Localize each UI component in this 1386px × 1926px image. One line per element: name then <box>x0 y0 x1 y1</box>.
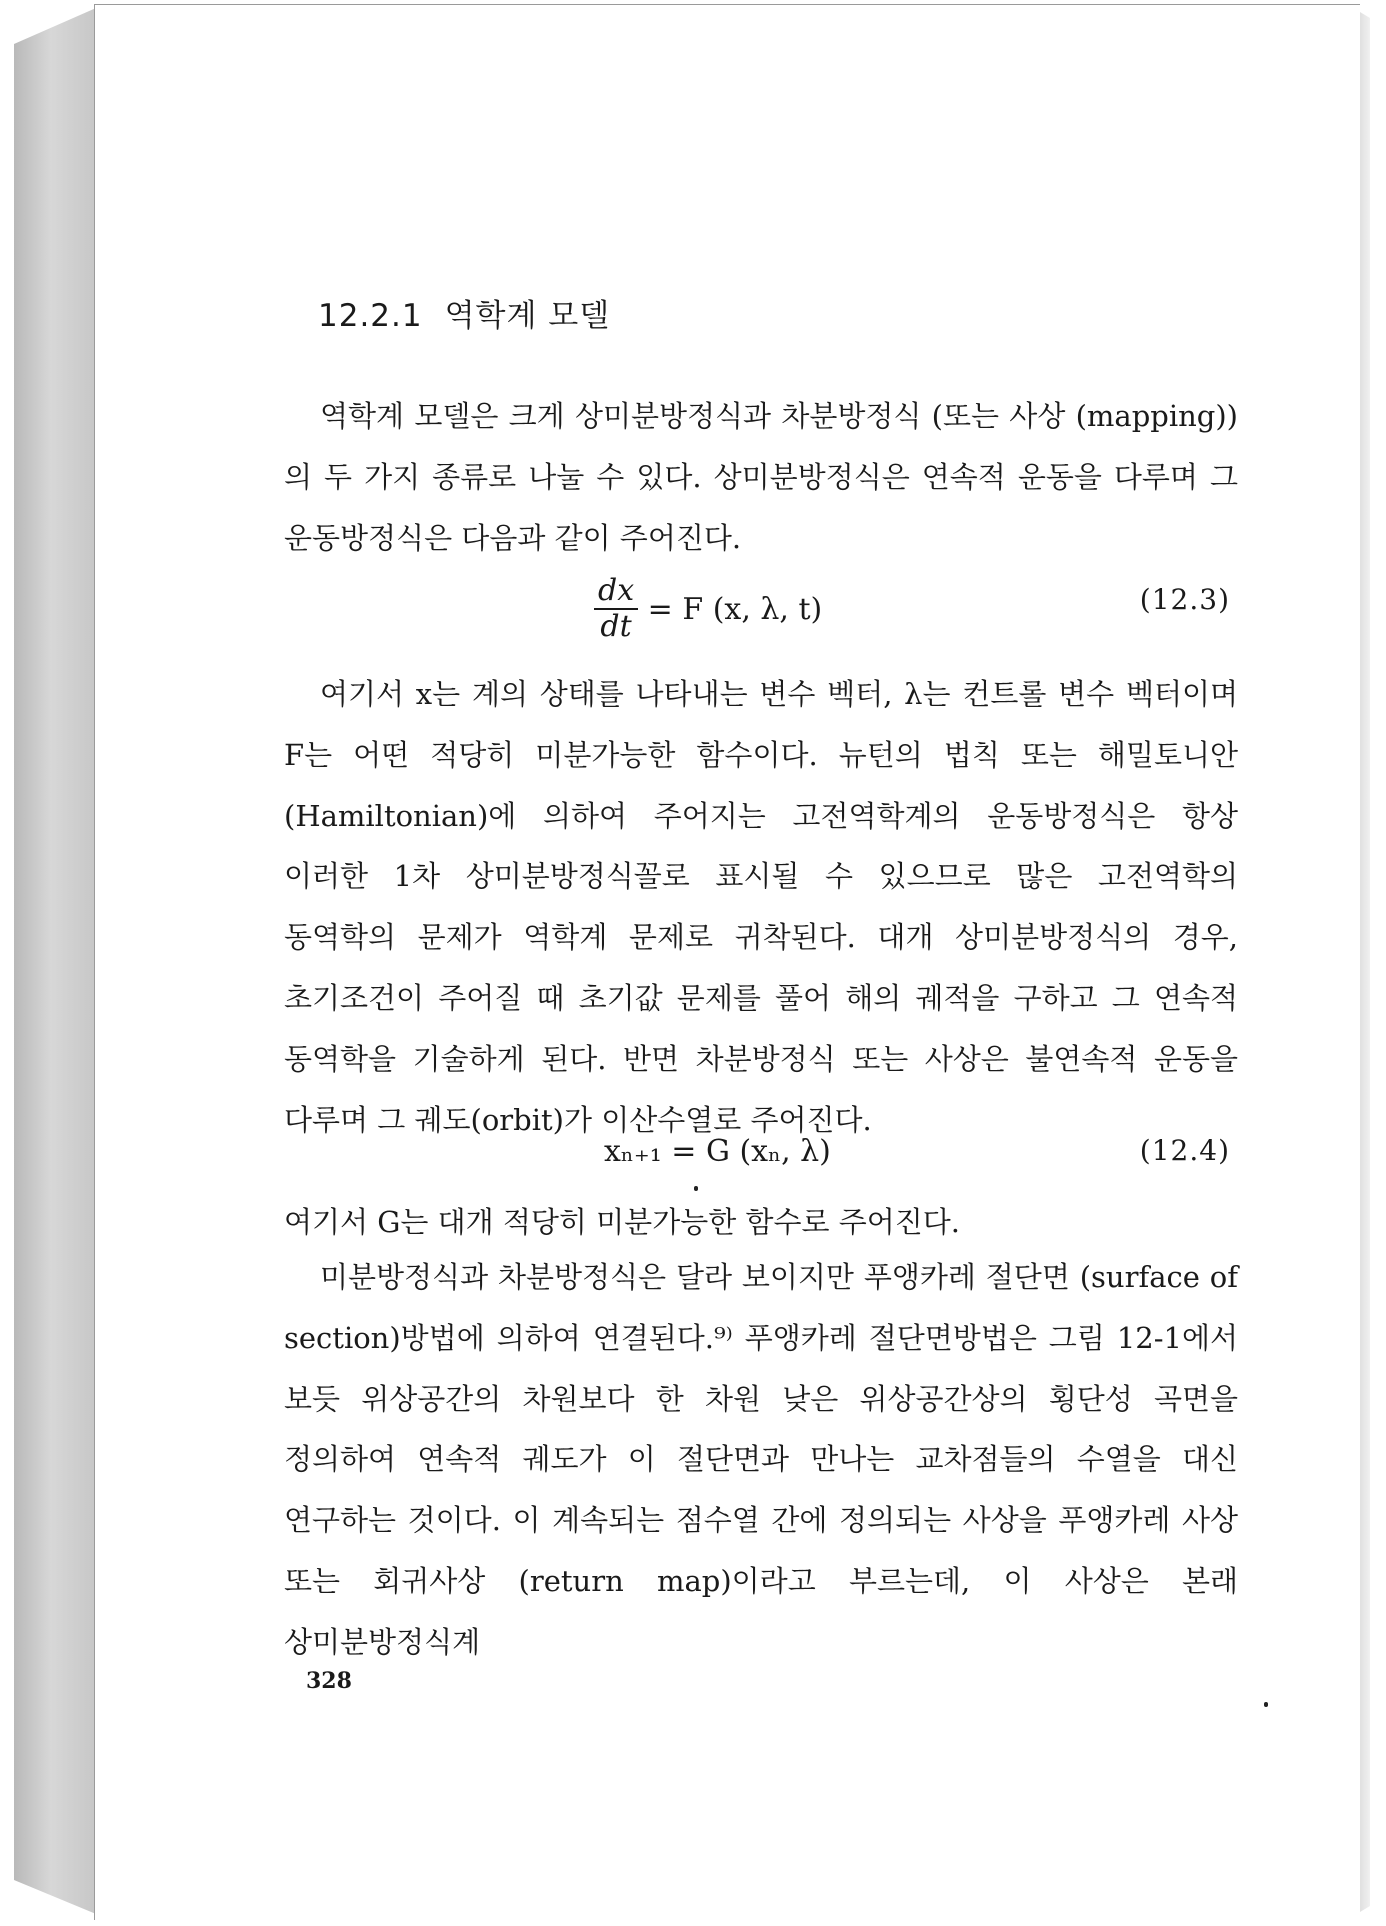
paragraph-poincare: 미분방정식과 차분방정식은 달라 보이지만 푸앵카레 절단면 (surface of section)방법에 의하여 연결된다.⁹⁾ 푸앵카레 절단면방법은 그림 12-1에서 보듯 위상공간의 차원보다 한 차원 낮은 위상공간상의 횡단성 곡면을 정의하여 연속적 궤도가 이 절단면과 만나는 교차점들의 수열을 대신 연구하는 것이다. 이 계속되는 점수열 간에 정의되는 사상을 푸앵카레 사상 또는 회귀사상 (return map)이라고 부르는데, 이 사상은 본래 상미분방정식계 <box>284 1260 1238 1659</box>
paragraph-intro: 역학계 모델은 크게 상미분방정식과 차분방정식 (또는 사상 (mapping))의 두 가지 종류로 나눌 수 있다. 상미분방정식은 연속적 운동을 다루며 그 운동방정식은 다음과 같이 주어진다. <box>284 399 1238 555</box>
fraction-denominator: dt <box>600 609 632 644</box>
section-number: 12.2.1 <box>318 298 423 334</box>
print-speck <box>1264 1702 1268 1707</box>
print-speck <box>694 1186 698 1191</box>
paragraph-g-function: 여기서 G는 대개 적당히 미분가능한 함수로 주어진다. <box>284 1205 960 1239</box>
section-title: 역학계 모델 <box>444 298 611 334</box>
section-heading <box>318 290 610 335</box>
fraction <box>594 574 638 644</box>
equation-rhs: = F (x, λ, t) <box>647 591 823 627</box>
paragraph-definitions: 여기서 x는 계의 상태를 나타내는 변수 벡터, λ는 컨트롤 변수 벡터이며 F는 어떤 적당히 미분가능한 함수이다. 뉴턴의 법칙 또는 해밀토니안(Hamiltonian)에 의하여 주어지는 고전역학계의 운동방정식은 항상 이러한 1차 상미분방정식꼴로 표시될 수 있으므로 많은 고전역학의 동역학의 문제가 역학계 문제로 귀착된다. 대개 상미분방정식의 경우, 초기조건이 주어질 때 초기값 문제를 풀어 해의 궤적을 구하고 그 연속적 동역학을 기술하게 된다. 반면 차분방정식 또는 사상은 불연속적 운동을 다루며 그 궤도(orbit)가 이산수열로 주어진다. <box>284 677 1238 1137</box>
equation-number-12-3: (12.3) <box>1139 583 1230 616</box>
equation-12-4: xₙ₊₁ = G (xₙ, λ) <box>604 1134 831 1169</box>
equation-12-3 <box>594 574 822 644</box>
page-number: 328 <box>306 1668 352 1694</box>
fraction-numerator: dx <box>594 574 638 610</box>
equation-number-12-4: (12.4) <box>1139 1134 1230 1167</box>
